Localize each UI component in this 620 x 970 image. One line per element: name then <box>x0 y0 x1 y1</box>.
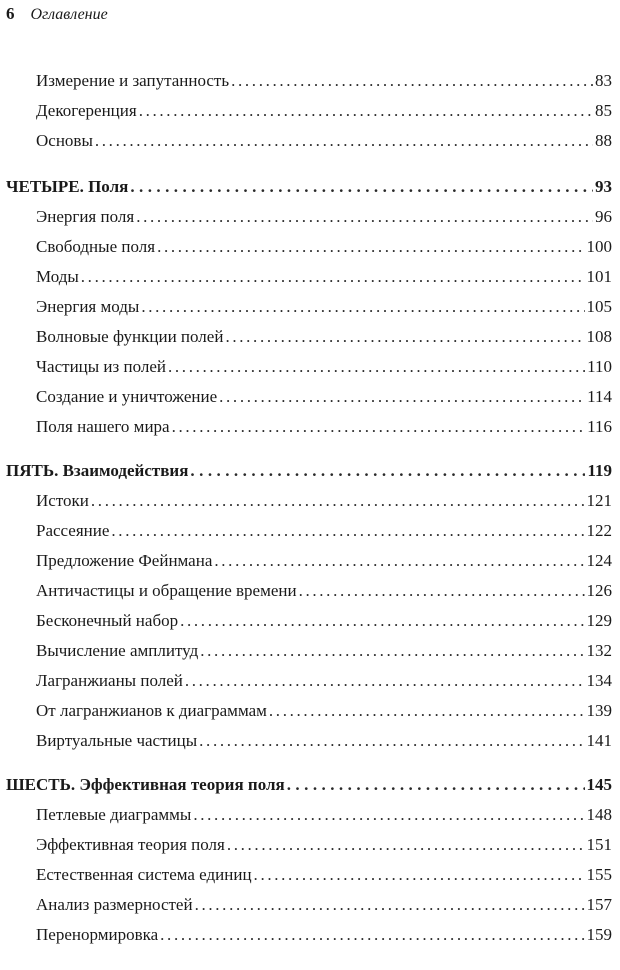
toc-entry[interactable] <box>0 890 620 920</box>
toc-entry-page: 100 <box>586 237 612 256</box>
toc-entry-page: 155 <box>586 865 612 884</box>
leader-dots <box>168 352 585 382</box>
toc-entry[interactable] <box>0 830 620 860</box>
leader-dots <box>81 262 585 292</box>
toc-entry-page: 105 <box>586 297 612 316</box>
toc-chapter[interactable] <box>0 770 620 800</box>
leader-dots <box>190 456 585 486</box>
toc-entry[interactable] <box>0 322 620 352</box>
leader-dots <box>172 412 586 442</box>
toc-entry-title: Анализ размерностей <box>36 895 193 914</box>
leader-dots <box>254 860 585 890</box>
leader-dots <box>139 96 593 126</box>
toc-entry-title: Декогеренция <box>36 101 137 120</box>
toc-entry-title: Основы <box>36 131 93 150</box>
toc-entry-page: 141 <box>586 731 612 750</box>
leader-dots <box>287 770 585 800</box>
toc-entry[interactable] <box>0 666 620 696</box>
leader-dots <box>195 890 585 920</box>
toc-entry-title: Лагранжианы полей <box>36 671 183 690</box>
toc-entry-title: Поля нашего мира <box>36 417 170 436</box>
toc-chapter-page: 119 <box>587 461 612 480</box>
toc-entry-title: Рассеяние <box>36 521 110 540</box>
toc-entry-page: 129 <box>586 611 612 630</box>
toc-entry-page: 122 <box>586 521 612 540</box>
toc-entry[interactable] <box>0 576 620 606</box>
leader-dots <box>141 292 584 322</box>
toc-entry[interactable] <box>0 126 620 156</box>
toc-entry-page: 96 <box>595 207 612 226</box>
leader-dots <box>91 486 585 516</box>
toc-entry-page: 116 <box>587 417 612 436</box>
toc-entry-title: Энергия моды <box>36 297 140 316</box>
toc-entry-title: Эффективная теория поля <box>36 835 225 854</box>
toc-entry[interactable] <box>0 636 620 666</box>
toc-entry[interactable] <box>0 292 620 322</box>
leader-dots <box>225 322 584 352</box>
toc-entry-title: Античастицы и обращение времени <box>36 581 297 600</box>
toc-chapter-page: 145 <box>586 775 612 794</box>
toc-entry-page: 101 <box>586 267 612 286</box>
toc-entry-page: 114 <box>587 387 612 406</box>
leader-dots <box>227 830 585 860</box>
toc-entry[interactable] <box>0 546 620 576</box>
toc-entry-page: 124 <box>586 551 612 570</box>
toc-entry-title: Истоки <box>36 491 89 510</box>
leader-dots <box>214 546 584 576</box>
toc-entry-page: 148 <box>586 805 612 824</box>
toc-chapter[interactable] <box>0 172 620 202</box>
toc-entry-page: 83 <box>595 71 612 90</box>
toc-entry-title: Бесконечный набор <box>36 611 179 630</box>
leader-dots <box>269 696 585 726</box>
toc-entry[interactable] <box>0 96 620 126</box>
toc-chapter-title: ЧЕТЫРЕ. Поля <box>6 177 129 196</box>
toc-entry-title: Измерение и запутанность <box>36 71 230 90</box>
toc-entry[interactable] <box>0 232 620 262</box>
toc-entry-title: Частицы из полей <box>36 357 166 376</box>
leader-dots <box>111 516 584 546</box>
leader-dots <box>157 232 584 262</box>
toc-entry[interactable] <box>0 262 620 292</box>
leader-dots <box>180 606 584 636</box>
toc-entry[interactable] <box>0 800 620 830</box>
toc-entry-page: 126 <box>586 581 612 600</box>
toc-chapter-title: ПЯТЬ. Взаимодействия <box>6 461 189 480</box>
toc-entry-title: Свободные поля <box>36 237 156 256</box>
toc-entry-title: От лагранжианов к диаграммам <box>36 701 267 720</box>
leader-dots <box>130 172 593 202</box>
toc-entry[interactable] <box>0 486 620 516</box>
leader-dots <box>200 636 584 666</box>
leader-dots <box>160 920 584 950</box>
toc-entry-title: Энергия поля <box>36 207 135 226</box>
toc-entry[interactable] <box>0 516 620 546</box>
toc-entry[interactable] <box>0 66 620 96</box>
toc-entry[interactable] <box>0 352 620 382</box>
toc-entry[interactable] <box>0 382 620 412</box>
toc-entry[interactable] <box>0 726 620 756</box>
toc-chapter-title: ШЕСТЬ. Эффективная теория поля <box>6 775 285 794</box>
toc-chapter-page: 93 <box>595 177 612 196</box>
toc-chapter[interactable] <box>0 456 620 486</box>
toc-entry-page: 110 <box>587 357 612 376</box>
toc-entry-page: 108 <box>586 327 612 346</box>
toc-entry-page: 88 <box>595 131 612 150</box>
leader-dots <box>299 576 585 606</box>
toc-entry-title: Предложение Фейнмана <box>36 551 213 570</box>
toc-entry-page: 134 <box>586 671 612 690</box>
leader-dots <box>185 666 585 696</box>
toc-entry[interactable] <box>0 696 620 726</box>
leader-dots <box>231 66 593 96</box>
toc-entry-title: Вычисление амплитуд <box>36 641 199 660</box>
toc-entry-title: Волновые функции полей <box>36 327 224 346</box>
leader-dots <box>199 726 584 756</box>
toc-entry-title: Создание и уничтожение <box>36 387 218 406</box>
running-header <box>6 4 108 24</box>
running-title: Оглавление <box>30 6 108 23</box>
page-number: 6 <box>6 4 15 23</box>
toc-entry[interactable] <box>0 412 620 442</box>
toc-entry-page: 151 <box>586 835 612 854</box>
toc-entry-page: 159 <box>586 925 612 944</box>
leader-dots <box>219 382 585 412</box>
toc-entry[interactable] <box>0 860 620 890</box>
toc-entry-page: 132 <box>586 641 612 660</box>
toc-entry-page: 157 <box>586 895 612 914</box>
table-of-contents <box>0 66 620 950</box>
toc-entry-title: Перенормировка <box>36 925 159 944</box>
leader-dots <box>136 202 593 232</box>
toc-entry-page: 121 <box>586 491 612 510</box>
toc-entry-title: Виртуальные частицы <box>36 731 198 750</box>
toc-entry[interactable] <box>0 920 620 950</box>
toc-entry-title: Естественная система единиц <box>36 865 252 884</box>
toc-entry[interactable] <box>0 606 620 636</box>
leader-dots <box>95 126 593 156</box>
toc-entry[interactable] <box>0 202 620 232</box>
toc-entry-title: Моды <box>36 267 79 286</box>
toc-entry-page: 139 <box>586 701 612 720</box>
toc-entry-title: Петлевые диаграммы <box>36 805 192 824</box>
toc-entry-page: 85 <box>595 101 612 120</box>
leader-dots <box>193 800 584 830</box>
